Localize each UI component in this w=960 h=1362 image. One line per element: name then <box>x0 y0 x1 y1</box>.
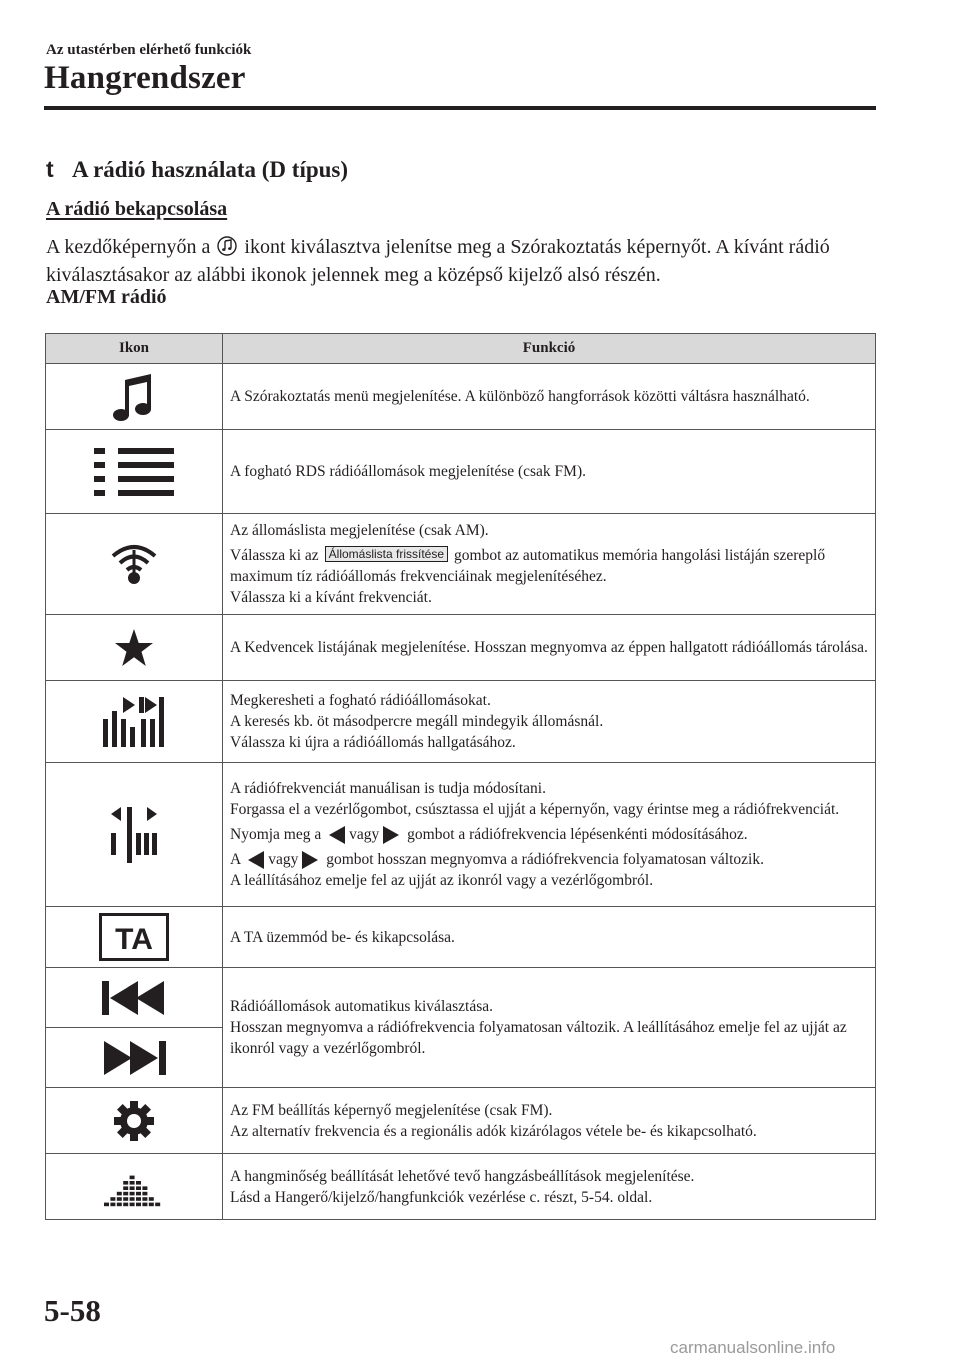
watermark: carmanualsonline.info <box>670 1338 836 1357</box>
desc-line <box>230 778 869 820</box>
desc-text: Válassza ki újra a rádióállomás hallgatásához. <box>230 734 516 751</box>
equalizer-dot <box>136 1181 141 1185</box>
list-icon <box>94 448 174 496</box>
equalizer-dot <box>130 1197 135 1201</box>
desc-line: A Szórakoztatás menü megjelenítése. A különböző hangforrások közötti váltásra használható. <box>230 388 810 405</box>
desc-line <box>230 996 869 1059</box>
table-row-scan <box>46 681 876 763</box>
topic-title: A rádió használata (D típus) <box>72 157 349 182</box>
equalizer-dot <box>123 1186 128 1190</box>
desc-text: gombot hosszan megnyomva a rádiófrekvencia folyamatosan változik. <box>326 851 764 868</box>
icon-cell <box>46 1028 223 1088</box>
desc-text: Lásd a Hangerő/kijelző/hangfunkciók vezérlése c. részt, 5-54. oldal. <box>230 1188 653 1206</box>
desc-cell <box>223 364 876 430</box>
desc-text: gombot az automatikus memória hangolási listáján szereplő maximum tíz rádióállomás frekvenciáinak megjelenítéséhez. <box>230 547 826 585</box>
desc-text: Válassza ki az <box>230 547 319 564</box>
equalizer-dot <box>123 1191 128 1195</box>
table-header-row <box>46 334 876 364</box>
topic-bullet: t <box>46 156 54 182</box>
svg-text:TA: TA <box>115 923 153 956</box>
intro-text-before: A kezdőképernyőn a <box>46 236 211 258</box>
desc-cell <box>223 681 876 763</box>
table-row-manual-tune <box>46 763 876 907</box>
desc-cell <box>223 1154 876 1220</box>
desc-text: gombot a rádiófrekvencia lépésenkénti módosításához. <box>407 826 748 843</box>
equalizer-dot <box>130 1202 135 1206</box>
desc-text: Rádióállomások automatikus kiválasztása. <box>230 998 494 1015</box>
equalizer-dot <box>130 1181 135 1185</box>
desc-text: Válassza ki a kívánt frekvenciát. <box>230 589 432 606</box>
equalizer-dot <box>117 1197 122 1201</box>
music-note-icon <box>217 236 237 256</box>
chapter-divider <box>44 106 876 110</box>
equalizer-dot <box>142 1197 147 1201</box>
sub-heading: A rádió bekapcsolása <box>46 198 228 220</box>
icon-cell <box>46 907 223 968</box>
table-row-station-list <box>46 514 876 615</box>
desc-cell <box>223 1088 876 1154</box>
equalizer-dot <box>123 1181 128 1185</box>
desc-line <box>230 824 869 845</box>
table-title: AM/FM rádió <box>46 286 167 308</box>
desc-cell <box>223 907 876 968</box>
desc-text: Nyomja meg a <box>230 826 322 843</box>
desc-text: A <box>230 851 241 868</box>
header-icon: Ikon <box>46 334 223 364</box>
table-row-sound <box>46 1154 876 1220</box>
desc-line <box>230 690 869 753</box>
desc-line <box>230 545 869 608</box>
desc-cell <box>223 615 876 681</box>
equalizer-dot <box>130 1186 135 1190</box>
table-row-rds-list <box>46 430 876 514</box>
gear-icon <box>114 1101 154 1141</box>
icon-cell <box>46 514 223 615</box>
triangle-left-icon <box>248 851 264 869</box>
scan-icon <box>103 697 165 747</box>
station-list-refresh-button[interactable]: Állomáslista frissítése <box>325 546 448 562</box>
chapter-title: Hangrendszer <box>44 60 246 96</box>
icon-function-table <box>45 333 876 1220</box>
table-row-ta <box>46 907 876 968</box>
ta-icon <box>99 913 169 961</box>
equalizer-icon <box>104 1166 164 1208</box>
desc-text: Az FM beállítás képernyő megjelenítése (csak FM). <box>230 1101 553 1119</box>
header-function: Funkció <box>223 334 876 364</box>
equalizer-dot <box>136 1202 141 1206</box>
equalizer-dot <box>123 1197 128 1201</box>
desc-text: Hosszan megnyomva a rádiófrekvencia folyamatosan változik. A leállításához emelje fel az ujját az ikonról vagy a vezérlőgombról. <box>230 1019 847 1057</box>
intro-text-after: ikont kiválasztva jelenítse meg a Szórakoztatás képernyőt. A kívánt rádió kiválasztásakor az alábbi ikonok jelennek meg a középső kijelző alsó részén. <box>46 236 830 286</box>
manual-tune-icon <box>111 807 157 863</box>
desc-text: Az alternatív frekvencia és a regionális adók kizárólagos vétele be- és kikapcsolható. <box>230 1122 757 1140</box>
seek-forward-icon <box>102 1041 166 1075</box>
equalizer-dot <box>142 1202 147 1206</box>
equalizer-dot <box>149 1197 154 1201</box>
equalizer-dot <box>123 1202 128 1206</box>
desc-text: A rádiófrekvenciát manuálisan is tudja módosítani. <box>230 780 546 797</box>
equalizer-dot <box>149 1202 154 1206</box>
desc-text: A keresés kb. öt másodpercre megáll mindegyik állomásnál. <box>230 713 604 730</box>
music-note-icon <box>111 372 157 422</box>
desc-line: A fogható RDS rádióállomások megjelenítése (csak FM). <box>230 463 587 480</box>
desc-line: Az állomáslista megjelenítése (csak AM). <box>230 522 489 539</box>
seek-back-icon <box>102 981 166 1015</box>
table-row-favorites <box>46 615 876 681</box>
triangle-right-icon <box>383 826 399 844</box>
triangle-right-icon <box>302 851 318 869</box>
desc-text: A hangminőség beállítását lehetővé tevő hangzásbeállítások megjelenítése. <box>230 1167 695 1185</box>
desc-cell <box>223 968 876 1088</box>
desc-text: vagy <box>268 851 299 868</box>
desc-text: A leállításához emelje fel az ujját az ikonról vagy a vezérlőgombról. <box>230 872 654 889</box>
desc-text: vagy <box>349 826 380 843</box>
icon-cell <box>46 364 223 430</box>
equalizer-dot <box>110 1202 115 1206</box>
equalizer-dot <box>142 1186 147 1190</box>
equalizer-dot <box>117 1191 122 1195</box>
topic-heading <box>46 156 348 183</box>
icon-cell <box>46 615 223 681</box>
equalizer-dot <box>110 1197 115 1201</box>
equalizer-dot <box>142 1191 147 1195</box>
icon-cell <box>46 681 223 763</box>
equalizer-dot <box>136 1197 141 1201</box>
equalizer-dot <box>155 1202 160 1206</box>
desc-line <box>230 1100 869 1142</box>
desc-cell <box>223 430 876 514</box>
icon-cell <box>46 1088 223 1154</box>
equalizer-dot <box>130 1191 135 1195</box>
equalizer-dot <box>130 1175 135 1179</box>
desc-line: A Kedvencek listájának megjelenítése. Hosszan megnyomva az éppen hallgatott rádióállomás tárolása. <box>230 639 868 656</box>
icon-cell <box>46 430 223 514</box>
table-row-seek <box>46 968 876 1028</box>
equalizer-dot <box>136 1186 141 1190</box>
intro-paragraph <box>46 233 886 289</box>
triangle-left-icon <box>329 826 345 844</box>
desc-line: A TA üzemmód be- és kikapcsolása. <box>230 928 455 946</box>
desc-line <box>230 1166 869 1208</box>
desc-cell <box>223 514 876 615</box>
equalizer-dot <box>117 1202 122 1206</box>
desc-cell <box>223 763 876 907</box>
desc-line <box>230 849 869 891</box>
table-row-music <box>46 364 876 430</box>
equalizer-dot <box>136 1191 141 1195</box>
section-label: Az utastérben elérhető funkciók <box>46 42 252 58</box>
desc-text: Forgassa el a vezérlőgombot, csúsztassa el ujját a képernyőn, vagy érintse meg a rádiófrekvenciát. <box>230 801 840 818</box>
icon-cell <box>46 763 223 907</box>
desc-text: Megkeresheti a fogható rádióállomásokat. <box>230 692 491 709</box>
page-number: 5-58 <box>44 1293 101 1328</box>
equalizer-dot <box>104 1202 109 1206</box>
star-icon <box>114 629 154 667</box>
station-list-icon <box>109 542 159 586</box>
table-row-settings <box>46 1088 876 1154</box>
icon-cell <box>46 1154 223 1220</box>
icon-cell <box>46 968 223 1028</box>
